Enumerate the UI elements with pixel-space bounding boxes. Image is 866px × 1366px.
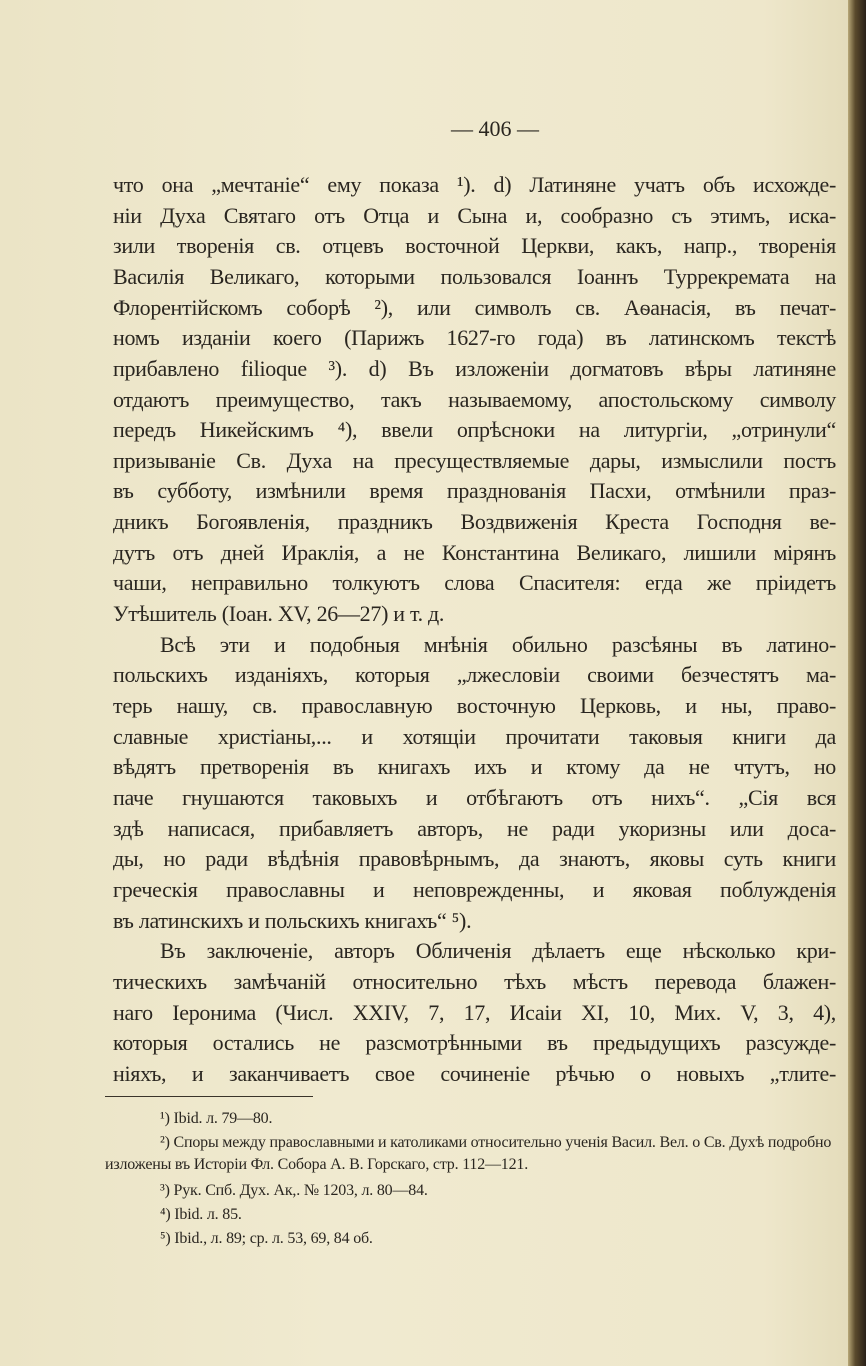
text-line: паче гнушаются таковыхъ и отбѣгаютъ отъ нихъ“. „Сія вся — [113, 785, 836, 810]
text-line: Флорентійскомъ соборѣ ²), или символъ св. Аѳанасія, въ печат- — [113, 295, 836, 320]
text-line: греческія православны и неповрежденны, и яковая поблужденія — [113, 877, 836, 902]
page-number: — 406 — — [451, 116, 539, 141]
text-line: что она „мечтаніе“ ему показа ¹). d) Латиняне учатъ объ исхожде- — [113, 172, 836, 197]
footnote: ³) Рук. Спб. Дух. Ак,. № 1203, л. 80—84. — [160, 1182, 428, 1199]
text-line: которыя остались не разсмотрѣнными въ предыдущихъ разсужде- — [113, 1030, 836, 1055]
text-line: отдаютъ преимущество, такъ называемому, апостольскому символу — [113, 387, 836, 412]
text-line: здѣ написася, прибавляетъ авторъ, не ради укоризны или доса- — [113, 816, 836, 841]
footnote: ²) Споры между православными и католиками относительно ученія Васил. Вел. о Св. Духѣ подробно изложены въ Исторіи Фл. Собора А. В. Горскаго, стр. 112—121. — [105, 1134, 832, 1173]
text-line: ніи Духа Святаго отъ Отца и Сына и, сообразно съ этимъ, иска- — [113, 203, 836, 228]
text-line: славные христіаны,... и хотящіи прочитати таковыя книги да — [113, 724, 836, 749]
footnote-separator — [105, 1096, 313, 1097]
text-line: дутъ отъ дней Ираклія, а не Константина Великаго, лишили мірянъ — [113, 540, 836, 565]
text-line: ды, но ради вѣдѣнія правовѣрнымъ, да знаютъ, яковы суть книги — [113, 846, 836, 871]
text-line: тическихъ замѣчаній относительно тѣхъ мѣстъ перевода блажен- — [113, 969, 836, 994]
footnote: ⁵) Ibid., л. 89; ср. л. 53, 69, 84 об. — [160, 1230, 373, 1247]
text-line: номъ изданіи коего (Парижъ 1627-го года) въ латинскомъ текстѣ — [113, 325, 836, 350]
footnote: ¹) Ibid. л. 79—80. — [160, 1110, 273, 1127]
text-line: передъ Никейскимъ ⁴), ввели опрѣсноки на литургіи, „отринули“ — [113, 417, 836, 442]
page-edge-shadow — [848, 0, 866, 1366]
text-line: призываніе Св. Духа на пресуществляемые дары, измыслили постъ — [113, 448, 836, 473]
text-line: терь нашу, св. православную восточную Церковь, и ны, право- — [113, 693, 836, 718]
text-line: дникъ Богоявленія, праздникъ Воздвиженія Креста Господня ве- — [113, 509, 836, 534]
text-line: Всѣ эти и подобныя мнѣнія обильно разсѣяны въ латино- — [160, 632, 836, 657]
text-line: ніяхъ, и заканчиваетъ свое сочиненіе рѣчью о новыхъ „тлите- — [113, 1061, 836, 1086]
footnote: ⁴) Ibid. л. 85. — [160, 1206, 242, 1223]
text-line: въ субботу, измѣнили время празднованія Пасхи, отмѣнили праз- — [113, 478, 836, 503]
text-line: Утѣшитель (Іоан. XV, 26—27) и т. д. — [113, 601, 445, 626]
text-line: зили творенія св. отцевъ восточной Церкви, какъ, напр., творенія — [113, 233, 836, 258]
text-line: Василія Великаго, которыми пользовался Іоаннъ Туррекремата на — [113, 264, 836, 289]
text-line: польскихъ изданіяхъ, которыя „лжесловіи своими безчестятъ ма- — [113, 662, 836, 687]
text-line: прибавлено filioque ³). d) Въ изложеніи догматовъ вѣры латиняне — [113, 356, 836, 381]
text-line: чаши, неправильно толкуютъ слова Спасителя: егда же пріидетъ — [113, 570, 836, 595]
text-line: наго Іеронима (Числ. XXIV, 7, 17, Исаіи XI, 10, Мих. V, 3, 4), — [113, 1000, 836, 1025]
text-line: Въ заключеніе, авторъ Обличенія дѣлаетъ еще нѣсколько кри- — [160, 938, 836, 963]
text-line: въ латинскихъ и польскихъ книгахъ“ ⁵). — [113, 908, 472, 933]
text-line: вѣдятъ претворенія въ книгахъ ихъ и ктому да не чтутъ, но — [113, 754, 836, 779]
